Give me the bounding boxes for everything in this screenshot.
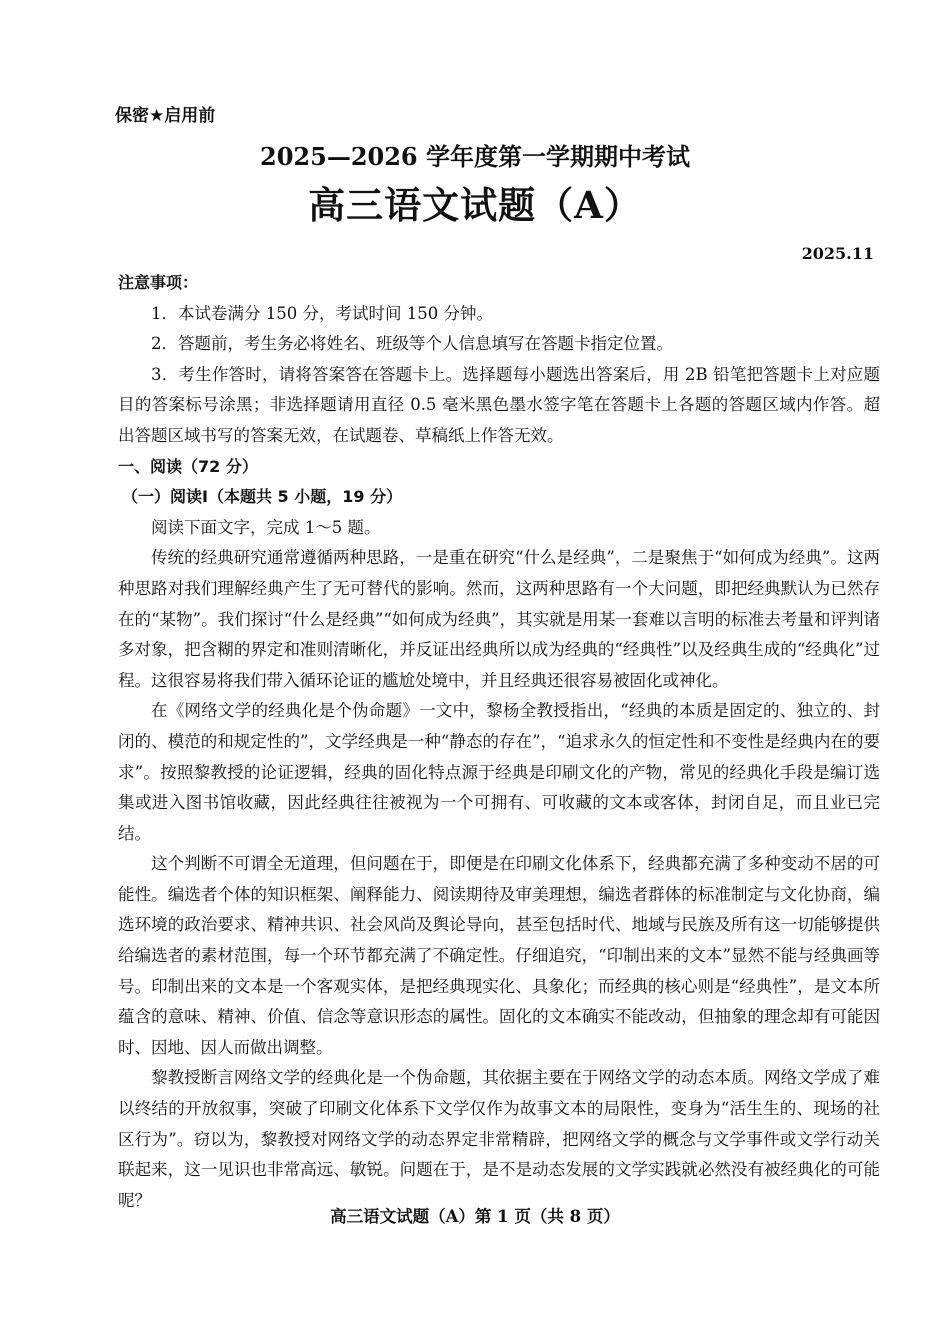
notice-item-2: 2．答题前，考生务必将姓名、班级等个人信息填写在答题卡指定位置。 xyxy=(151,334,673,354)
passage-paragraph-3: 这个判断不可谓全无道理，但问题在于，即便是在印刷文化体系下，经典都充满了多种变动不居的可能性。编选者个体的知识框架、阐释能力、阅读期待及审美理想，编选者群体的标准制定与文化协商，编选环境的政治要求、精神共识、社会风尚及舆论导向，甚至包括时代、地域与民族及所有这一切能够提供给编选者的素材范围，每一个环节都充满了不确定性。仔细追究，“印制出来的文本”显然不能与经典画等号。印制出来的文本是一个客观实体，是把经典现实化、具象化；而经典的核心则是“经典性”，是文本所蕴含的意味、精神、价值、信念等意识形态的属性。固化的文本确实不能改动，但抽象的理念却有可能因时、因地、因人而做出调整。 xyxy=(118,854,880,1057)
notice-heading: 注意事项： xyxy=(118,273,199,292)
section-heading: 一、阅读（72 分） xyxy=(118,456,258,476)
notice-item-3: 3．考生作答时，请将答案答在答题卡上。选择题每小题选出答案后，用 2B 铅笔把答题卡上对应题目的答案标号涂黑；非选择题请用直径 0.5 毫米黑色墨水签字笔在答题卡上各题的答题区域内作答。超出答题区域书写的答案无效，在试题卷、草稿纸上作答无效。 xyxy=(118,364,880,445)
page-footer: 高三语文试题（A）第 1 页（共 8 页） xyxy=(330,1207,620,1226)
passage-paragraph-2: 在《网络文学的经典化是个伪命题》一文中，黎杨全教授指出，“经典的本质是固定的、独立的、封闭的、模范的和规定性的”，文学经典是一种“静态的存在”，“追求永久的恒定性和不变性是经典内在的要求”。按照黎教授的论证逻辑，经典的固化特点源于经典是印刷文化的产物，常见的经典化手段是编订选集或进入图书馆收藏，因此经典往往被视为一个可拥有、可收藏的文本或客体，封闭自足，而且业已完结。 xyxy=(118,701,880,843)
notice-item-1: 1．本试卷满分 150 分，考试时间 150 分钟。 xyxy=(151,303,493,323)
subsection-heading: （一）阅读Ⅰ（本题共 5 小题，19 分） xyxy=(122,487,403,507)
page-body xyxy=(118,268,880,1216)
exam-title: 2025—2026 学年度第一学期期中考试 xyxy=(260,142,690,171)
passage-paragraph-4: 黎教授断言网络文学的经典化是一个伪命题，其依据主要在于网络文学的动态本质。网络文学成了难以终结的开放叙事，突破了印刷文化体系下文学仅作为故事文本的局限性，变身为“活生生的、现场的社区行为”。窃以为，黎教授对网络文学的动态界定非常精辟，把网络文学的概念与文学事件或文学行动关联起来，这一见识也非常高远、敏锐。问题在于，是不是动态发展的文学实践就必然没有被经典化的可能呢？ xyxy=(118,1068,880,1210)
passage-paragraph-1: 传统的经典研究通常遵循两种思路，一是重在研究“什么是经典”，二是聚焦于“如何成为经典”。这两种思路对我们理解经典产生了无可替代的影响。然而，这两种思路有一个大问题，即把经典默认为已然存在的“某物”。我们探讨“什么是经典”“如何成为经典”，其实就是用某一套难以言明的标准去考量和评判诸多对象，把含糊的界定和准则清晰化，并反证出经典所以成为经典的“经典性”以及经典生成的“经典化”过程。这很容易将我们带入循环论证的尴尬处境中，并且经典还很容易被固化或神化。 xyxy=(118,548,880,690)
paper-title: 高三语文试题（A） xyxy=(308,183,642,227)
exam-date: 2025.11 xyxy=(801,244,874,263)
confidential-label: 保密★启用前 xyxy=(115,106,216,126)
reading-instruction: 阅读下面文字，完成 1～5 题。 xyxy=(151,517,381,537)
